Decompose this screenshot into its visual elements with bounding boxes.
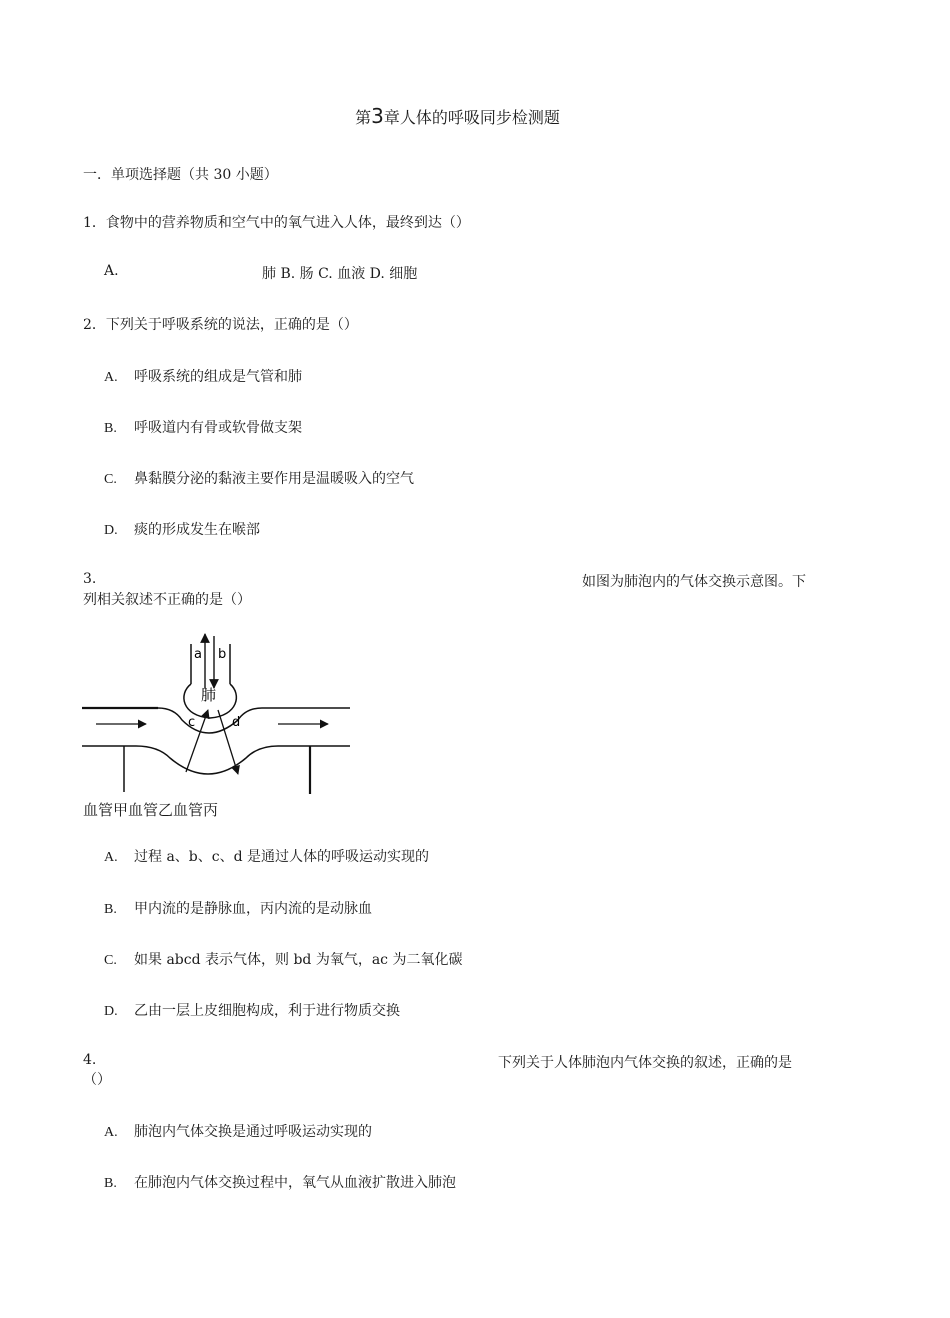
label-lung: 肺	[201, 686, 217, 704]
q2-option-b: B. 呼吸道内有骨或软骨做支架	[104, 420, 302, 436]
label-a: a	[194, 647, 202, 662]
q4-stem-continued: （）	[83, 1072, 111, 1088]
section-heading: 一．单项选择题（共 30 小题）	[83, 167, 278, 183]
q2-option-d: D. 痰的形成发生在喉部	[104, 522, 260, 538]
figure-caption: 血管甲血管乙血管丙	[83, 801, 219, 819]
alveolus-gas-exchange-diagram	[78, 628, 368, 800]
q1-option-letter: A.	[104, 263, 119, 279]
q4-stem: 下列关于人体肺泡内气体交换的叙述，正确的是	[498, 1055, 792, 1071]
q3-option-b: B. 甲内流的是静脉血，丙内流的是动脉血	[104, 901, 372, 917]
q4-number: 4.	[83, 1052, 97, 1068]
q2-option-c: C. 鼻黏膜分泌的黏液主要作用是温暖吸入的空气	[104, 471, 414, 487]
q2-option-a: A. 呼吸系统的组成是气管和肺	[104, 369, 302, 385]
q3-stem: 如图为肺泡内的气体交换示意图。下	[582, 574, 806, 590]
q3-option-d: D. 乙由一层上皮细胞构成，利于进行物质交换	[104, 1003, 400, 1019]
q3-option-a: A. 过程 a、b、c、d 是通过人体的呼吸运动实现的	[104, 849, 430, 865]
q3-number: 3.	[83, 571, 97, 587]
page-title: 第3章人体的呼吸同步检测题	[355, 104, 560, 128]
label-c: c	[188, 715, 196, 730]
label-d: d	[232, 715, 241, 730]
q3-option-c: C. 如果 abcd 表示气体，则 bd 为氧气，ac 为二氧化碳	[104, 952, 463, 968]
q3-stem-continued: 列相关叙述不正确的是（）	[83, 592, 251, 608]
q1-options: 肺 B. 肠 C. 血液 D. 细胞	[262, 266, 418, 282]
q4-option-b: B. 在肺泡内气体交换过程中，氧气从血液扩散进入肺泡	[104, 1175, 456, 1191]
q2-stem: 2．下列关于呼吸系统的说法，正确的是（）	[83, 317, 358, 333]
q4-option-a: A. 肺泡内气体交换是通过呼吸运动实现的	[104, 1124, 372, 1140]
q1-stem: 1．食物中的营养物质和空气中的氧气进入人体，最终到达（）	[83, 215, 470, 231]
label-b: b	[218, 647, 227, 662]
